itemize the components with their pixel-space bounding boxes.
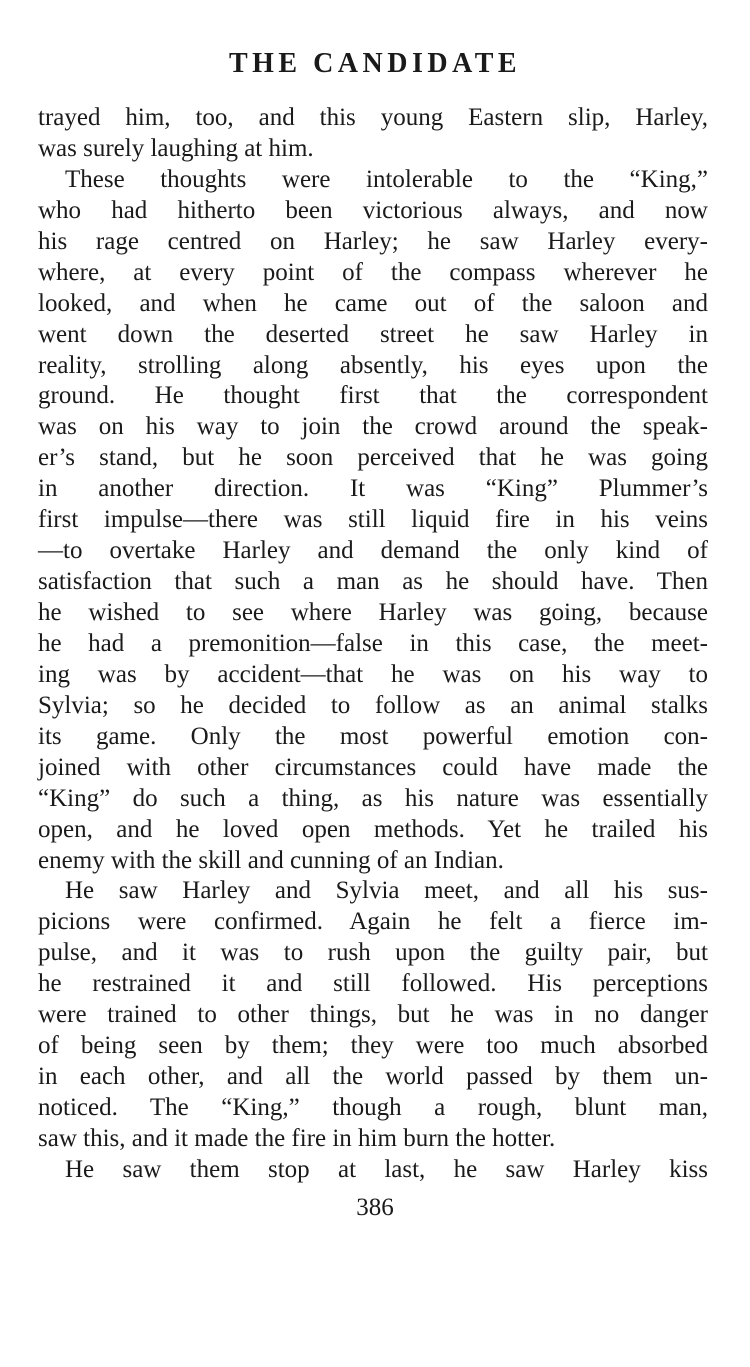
text-line: in each other, and all the world passed by them un- xyxy=(38,1063,708,1091)
text-line: noticed. The “King,” though a rough, blunt man, xyxy=(38,1094,708,1121)
text-line: trayed him, too, and this young Eastern slip, Harley, xyxy=(38,104,708,131)
page-title: THE CANDIDATE xyxy=(228,48,522,79)
text-line: er’s stand, but he soon perceived that he was going xyxy=(38,444,708,472)
text-line: reality, strolling along absently, his eyes upon the xyxy=(38,351,708,379)
text-line: These thoughts were intolerable to the “King,” xyxy=(65,165,708,193)
text-line: where, at every point of the compass wherever he xyxy=(38,258,708,286)
text-line: open, and he loved open methods. Yet he trailed his xyxy=(38,815,708,843)
text-line: he restrained it and still followed. His perceptions xyxy=(38,970,708,998)
text-line: ground. He thought first that the correspondent xyxy=(38,382,708,410)
text-line: in another direction. It was “King” Plummer’s xyxy=(38,475,708,503)
text-line: “King” do such a thing, as his nature was essentially xyxy=(38,784,708,812)
text-line: He saw Harley and Sylvia meet, and all his sus- xyxy=(65,877,708,905)
text-line: its game. Only the most powerful emotion con- xyxy=(38,722,708,750)
text-line: enemy with the skill and cunning of an Indian. xyxy=(38,846,504,874)
text-line: saw this, and it made the fire in him burn the hotter. xyxy=(38,1124,556,1152)
text-line: he had a premonition—false in this case, the meet- xyxy=(38,629,708,657)
text-line: went down the deserted street he saw Harley in xyxy=(38,320,708,348)
text-line: joined with other circumstances could have made the xyxy=(38,753,708,781)
text-line: who had hitherto been victorious always, and now xyxy=(38,196,708,224)
text-line: he wished to see where Harley was going, because xyxy=(38,599,708,626)
text-line: was on his way to join the crowd around the speak- xyxy=(38,413,708,441)
text-line: picions were confirmed. Again he felt a fierce im- xyxy=(38,908,708,936)
text-line: —to overtake Harley and demand the only kind of xyxy=(38,537,708,565)
body-text xyxy=(38,103,708,1186)
page-number: 386 xyxy=(356,1194,394,1221)
text-line: pulse, and it was to rush upon the guilty pair, but xyxy=(38,939,708,967)
text-line: He saw them stop at last, he saw Harley kiss xyxy=(65,1155,708,1183)
text-line: looked, and when he came out of the saloon and xyxy=(38,289,708,317)
text-line: of being seen by them; they were too much absorbed xyxy=(38,1032,708,1060)
text-line: first impulse—there was still liquid fire in his veins xyxy=(38,506,708,534)
text-line: Sylvia; so he decided to follow as an animal stalks xyxy=(38,691,708,719)
text-line: was surely laughing at him. xyxy=(38,134,314,162)
text-line: his rage centred on Harley; he saw Harley every- xyxy=(38,227,708,255)
text-line: ing was by accident—that he was on his way to xyxy=(38,660,708,688)
text-line: were trained to other things, but he was in no danger xyxy=(38,1001,708,1029)
text-line: satisfaction that such a man as he should have. Then xyxy=(38,568,708,596)
